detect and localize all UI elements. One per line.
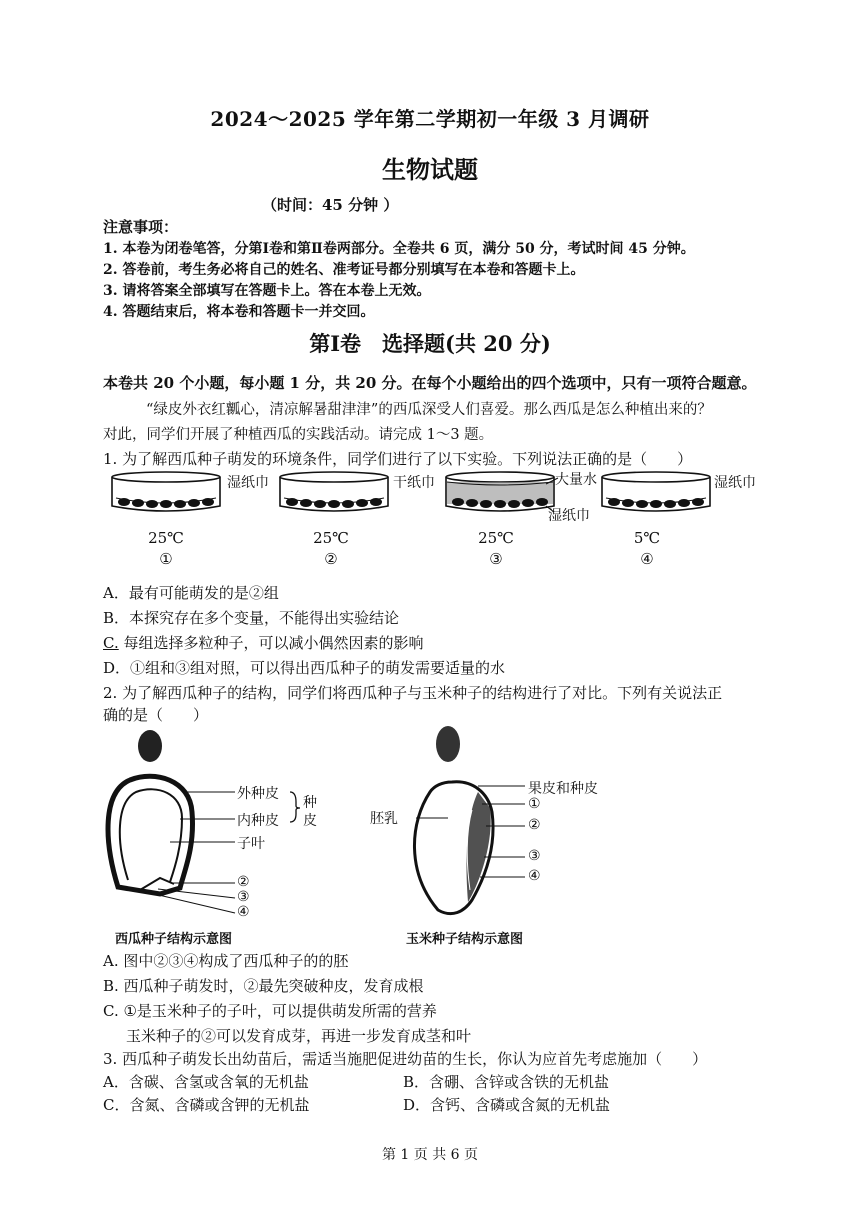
corn-part-4-label: ④	[528, 868, 541, 884]
outer-seed-coat-label: 外种皮	[237, 786, 279, 802]
exam-title: 2024～2025 学年第二学期初一年级 3 月调研	[210, 107, 650, 131]
watermelon-seed-photo	[138, 730, 162, 762]
section-description: 本卷共 20 个小题，每小题 1 分，共 20 分。在每个小题给出的四个选项中，只有一项符合题意。	[103, 374, 757, 392]
corn-part-2-label: ②	[528, 817, 541, 833]
dish-4-number: ④	[640, 550, 654, 568]
petri-dish-1	[112, 472, 220, 511]
question-1-stem: 1. 为了解西瓜种子萌发的环境条件，同学们进行了以下实验。下列说法正确的是（ ）	[103, 450, 693, 468]
dish-4-temp: 5℃	[633, 529, 661, 547]
q2-option-a: A. 图中②③④构成了西瓜种子的的胚	[103, 952, 349, 970]
corn-part-3-label: ③	[528, 848, 541, 864]
inner-seed-coat-label: 内种皮	[237, 813, 279, 829]
dish-3-label-2: 湿纸巾	[548, 508, 590, 524]
exam-subject: 生物试题	[382, 155, 478, 184]
watermelon-seed-caption: 西瓜种子结构示意图	[115, 932, 233, 947]
intro-line-2: 对此，同学们开展了种植西瓜的实践活动。请完成 1～3 题。	[103, 427, 494, 443]
seed-coat-bracket-label-2: 皮	[303, 813, 317, 829]
q3-option-a: A．含碳、含氢或含氧的无机盐	[103, 1073, 309, 1091]
dish-1-label: 湿纸巾	[227, 475, 269, 491]
dish-3-number: ③	[489, 550, 503, 568]
cotyledon-label: 子叶	[237, 836, 265, 852]
corn-seed-caption: 玉米种子结构示意图	[406, 932, 524, 947]
q1-option-c	[103, 632, 424, 653]
note-item: 1. 本卷为闭卷笔答，分第Ⅰ卷和第Ⅱ卷两部分。全卷共 6 页，满分 50 分，考试时间 45 分钟。	[103, 241, 695, 257]
exam-time: （时间：45 分钟 ）	[262, 196, 399, 214]
dish-2-label: 干纸巾	[393, 475, 435, 491]
petri-dish-figure	[100, 466, 780, 526]
intro-line-1: “绿皮外衣红瓤心，清凉解暑甜津津”的西瓜深受人们喜爱。那么西瓜是怎么种植出来的？	[146, 402, 712, 418]
q1-option-c-letter: C.	[103, 634, 119, 652]
petri-dish-4	[602, 472, 710, 511]
pericarp-seed-coat-label: 果皮和种皮	[528, 781, 598, 797]
dish-4-label: 湿纸巾	[714, 475, 756, 491]
q2-option-c: C. ①是玉米种子的子叶，可以提供萌发所需的营养	[103, 1002, 437, 1020]
q1-option-d: D．①组和③组对照，可以得出西瓜种子的萌发需要适量的水	[103, 659, 506, 677]
q3-option-b: B．含硼、含锌或含铁的无机盐	[403, 1073, 610, 1091]
petri-dish-2	[280, 472, 388, 511]
section-title: 第Ⅰ卷 选择题(共 20 分)	[309, 331, 551, 356]
watermelon-part-4-label: ④	[237, 904, 250, 920]
notes-heading: 注意事项：	[103, 218, 179, 236]
dish-3-temp: 25℃	[478, 529, 514, 547]
dish-2-number: ②	[324, 550, 338, 568]
page-footer: 第 1 页 共 6 页	[381, 1147, 479, 1163]
watermelon-part-3-label: ③	[237, 889, 250, 905]
q2-option-d: 玉米种子的②可以发育成芽，再进一步发育成茎和叶	[126, 1027, 472, 1045]
note-item: 4. 答题结束后，将本卷和答题卡一并交回。	[103, 304, 375, 320]
q2-option-b: B. 西瓜种子萌发时，②最先突破种皮，发育成根	[103, 977, 424, 995]
corn-part-1-label: ①	[528, 796, 541, 812]
dish-1-temp: 25℃	[148, 529, 184, 547]
question-2-stem-1: 2. 为了解西瓜种子的结构，同学们将西瓜种子与玉米种子的结构进行了对比。下列有关说法正	[103, 684, 723, 702]
q1-option-c-text: 每组选择多粒种子，可以减小偶然因素的影响	[118, 634, 424, 652]
q3-option-c: C．含氮、含磷或含钾的无机盐	[103, 1096, 310, 1114]
seed-coat-bracket-label-1: 种	[303, 795, 317, 811]
q1-option-a: A．最有可能萌发的是②组	[103, 584, 279, 602]
question-3-stem: 3. 西瓜种子萌发长出幼苗后，需适当施肥促进幼苗的生长，你认为应首先考虑施加（ ）	[103, 1050, 708, 1068]
q3-option-d: D．含钙、含磷或含氮的无机盐	[403, 1096, 611, 1114]
dish-2-temp: 25℃	[313, 529, 349, 547]
q1-option-b: B．本探究存在多个变量，不能得出实验结论	[103, 609, 400, 627]
watermelon-part-2-label: ②	[237, 874, 250, 890]
note-item: 3. 请将答案全部填写在答题卡上。答在本卷上无效。	[103, 283, 431, 299]
dish-1-number: ①	[159, 550, 173, 568]
corn-seed-photo	[436, 726, 460, 762]
note-item: 2. 答卷前，考生务必将自己的姓名、准考证号都分别填写在本卷和答题卡上。	[103, 262, 585, 278]
question-2-stem-2: 确的是（ ）	[103, 706, 209, 724]
endosperm-label: 胚乳	[370, 811, 398, 827]
dish-3-label: 大量水	[555, 472, 597, 488]
petri-dish-3	[446, 472, 558, 512]
